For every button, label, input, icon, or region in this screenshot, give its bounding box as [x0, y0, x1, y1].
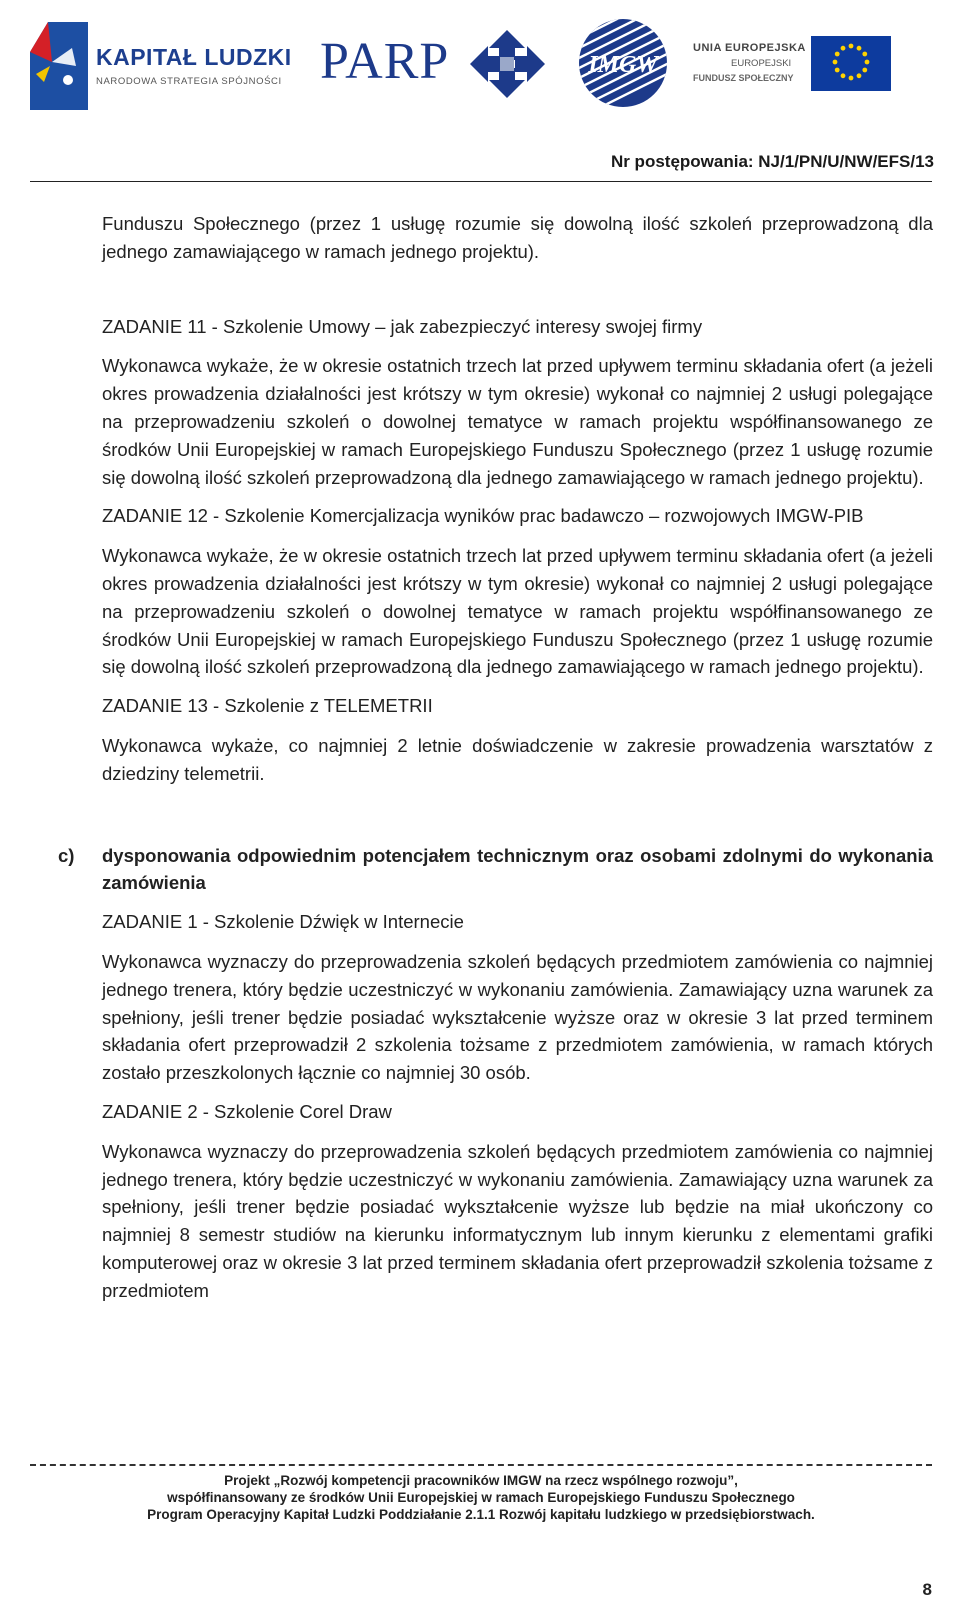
logo-kapital-ludzki [30, 22, 292, 112]
task-12-title: ZADANIE 12 - Szkolenie Komercjalizacja wyników prac badawczo – rozwojowych IMGW-PIB [102, 505, 864, 527]
task-13-text: Wykonawca wykaże, co najmniej 2 letnie doświadczenie w zakresie prowadzenia warsztatów z dziedziny telemetrii. [102, 734, 933, 784]
footer-line-2: współfinansowany ze środków Unii Europejskiej w ramach Europejskiego Funduszu Społecznego [167, 1490, 795, 1505]
section-c-heading: dysponowania odpowiednim potencjałem technicznym oraz osobami zdolnymi do wykonania zamówienia [102, 844, 933, 894]
footer-divider [30, 1464, 932, 1466]
document-body [58, 210, 933, 1305]
task-13-title: ZADANIE 13 - Szkolenie z TELEMETRII [102, 695, 433, 717]
section-c-task-2-text: Wykonawca wyznaczy do przeprowadzenia szkoleń będących przedmiotem zamówienia co najmniej jednego trenera, który będzie uczestniczyć w wykonaniu zamówienia. Zamawiający uzna warunek za spełniony, jeśli trener będzie posiadać wykształcenie wyższe lub będzie na miał ukończony co najmniej 8 semestr studiów na kierunku informatycznym lub innym kierunku z elementami grafiki komputerowej oraz w okresie 3 lat przed terminem składania ofert przeprowadził szkolenia tożsame z przedmiotem [102, 1140, 933, 1301]
footer-line-3: Program Operacyjny Kapitał Ludzki Poddziałanie 2.1.1 Rozwój kapitału ludzkiego w przedsiębiorstwach. [147, 1507, 815, 1522]
parp-wordmark: PARP [320, 33, 450, 90]
imgw-globe-icon [577, 14, 669, 112]
header-logos [0, 0, 960, 150]
task-12-text: Wykonawca wykaże, że w okresie ostatnich trzech lat przed upływem terminu składania ofert (a jeżeli okres prowadzenia działalności jest krótszy w tym okresie) wykonał co najmniej 2 usługi polegające na przeprowadzeniu szkoleń o dowolnej tematyce w ramach projektu współfinansowanego ze środków Unii Europejskiej w ramach Europejskiego Funduszu Społecznego (przez 1 usługę rozumie się dowolną ilość szkoleń przeprowadzoną dla jednego zamawiającego w ramach jednego projektu). [102, 545, 933, 678]
footer-line-1: Projekt „Rozwój kompetencji pracowników IMGW na rzecz wspólnego rozwoju”, [224, 1473, 738, 1488]
footer [30, 1472, 932, 1523]
section-c-task-2-title: ZADANIE 2 - Szkolenie Corel Draw [102, 1100, 392, 1122]
logo-parp [320, 30, 550, 100]
ue-line1: UNIA EUROPEJSKA [693, 42, 806, 54]
task-11-title: ZADANIE 11 - Szkolenie Umowy – jak zabezpieczyć interesy swojej firmy [102, 315, 703, 337]
eu-flag-icon [811, 36, 891, 91]
section-c-task-1-title: ZADANIE 1 - Szkolenie Dźwięk w Internecie [102, 911, 464, 933]
section-c-task-1-text: Wykonawca wyznaczy do przeprowadzenia szkoleń będących przedmiotem zamówienia co najmniej jednego trenera, który będzie uczestniczyć w wykonaniu zamówienia. Zamawiający uzna warunek za spełniony, jeśli trener będzie posiadać wykształcenie wyższe oraz w okresie 3 lat przed terminem składania ofert przeprowadził 2 szkolenia tożsame z przedmiotem zamówienia, w ramach których zostało przeszkolonych łącznie co najmniej 30 osób. [102, 950, 933, 1084]
section-c-marker: c) [58, 844, 75, 866]
logo-imgw [577, 14, 669, 112]
section-c [58, 842, 933, 1305]
task-11-text: Wykonawca wykaże, że w okresie ostatnich trzech lat przed upływem terminu składania ofert (a jeżeli okres prowadzenia działalności jest krótszy w tym okresie) wykonał co najmniej 2 usługi polegające na przeprowadzeniu szkoleń o dowolnej tematyce w ramach projektu współfinansowanego ze środków Unii Europejskiej w ramach Europejskiego Funduszu Społecznego (przez 1 usługę rozumie się dowolną ilość szkoleń przeprowadzoną dla jednego zamawiającego w ramach jednego projektu). [102, 355, 933, 488]
kapital-ludzki-subtitle: NARODOWA STRATEGIA SPÓJNOŚCI [96, 76, 282, 87]
kapital-ludzki-emblem-icon [30, 22, 88, 110]
ue-line2: EUROPEJSKI [731, 58, 792, 69]
intro-continuation: Funduszu Społecznego (przez 1 usługę rozumie się dowolną ilość szkoleń przeprowadzoną dla jednego zamawiającego w ramach jednego projektu). [102, 213, 933, 262]
kapital-ludzki-title: KAPITAŁ LUDZKI [96, 44, 292, 70]
logo-ue [693, 38, 893, 98]
parp-arrows-icon [470, 30, 545, 98]
case-number: Nr postępowania: NJ/1/PN/U/NW/EFS/13 [610, 152, 934, 171]
ue-line3: FUNDUSZ SPOŁECZNY [693, 73, 794, 83]
header-divider [30, 181, 932, 182]
imgw-wordmark: IMGW [588, 52, 658, 78]
page-number: 8 [922, 1580, 932, 1599]
